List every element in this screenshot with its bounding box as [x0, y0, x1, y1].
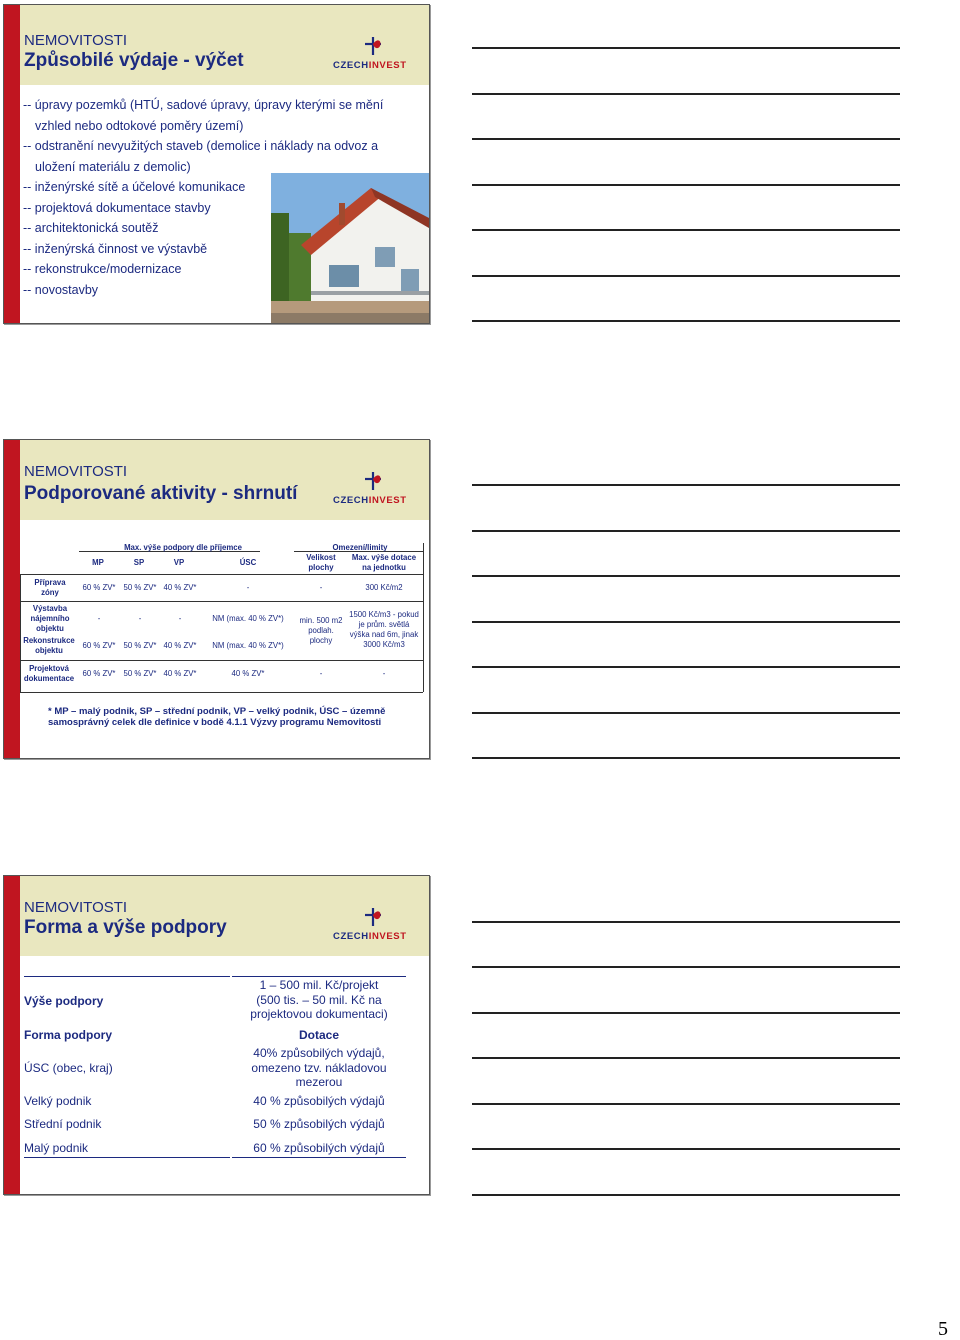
cell: - [382, 669, 386, 678]
list-item: -- inženýrské sítě a účelové komunikace [23, 180, 246, 194]
row-label-projekt: Projektová dokumentace [23, 664, 75, 683]
cell-min-floor-area: min. 500 m2 podlah. plochy [299, 616, 343, 645]
label-large-company: Velký podnik [24, 1094, 92, 1108]
col-usc: ÚSC [239, 558, 257, 567]
header-limits: Omezení/limity [332, 543, 388, 552]
label-support-amount: Výše podpory [24, 994, 104, 1008]
cell: - [97, 614, 101, 623]
row-label-vystavba: Výstavba nájemního objektu [30, 604, 70, 633]
logo-wordmark: CZECHINVEST [333, 60, 407, 71]
cell: 50 % ZV* [123, 583, 157, 592]
accent-stripe [4, 440, 20, 758]
cell-max-subsidy-volume: 1500 Kč/m3 - pokud je prům. světlá výška nad 6m, jinak 3000 Kč/m3 [349, 610, 419, 649]
accent-stripe [4, 876, 20, 1194]
slide-1 [3, 4, 430, 324]
cell: 60 % ZV* [82, 583, 116, 592]
cell: - [319, 583, 323, 592]
cell: 300 Kč/m2 [365, 583, 403, 592]
cell: - [138, 614, 142, 623]
label-support-form: Forma podpory [24, 1028, 113, 1042]
slide-title: Podporované aktivity - shrnutí [24, 483, 298, 504]
list-item: -- inženýrská činnost ve výstavbě [23, 241, 208, 256]
slide-subtitle: NEMOVITOSTI [24, 899, 128, 916]
slide-title: Způsobilé výdaje - výčet [24, 50, 244, 71]
cell: 40 % ZV* [163, 583, 197, 592]
list-item: -- novostavby [23, 282, 99, 297]
value-usc: 40% způsobilých výdajů, omezeno tzv. nákladovou mezerou [251, 1046, 387, 1089]
cell: 50 % ZV* [123, 669, 157, 678]
czechinvest-logo [333, 470, 415, 506]
logo-wordmark: CZECHINVEST [333, 495, 407, 506]
slide-subtitle: NEMOVITOSTI [24, 32, 128, 49]
czechinvest-logo-mark [361, 906, 385, 928]
czechinvest-logo-mark [361, 35, 385, 57]
col-size: Velikost plochy [306, 553, 336, 572]
cell: NM (max. 40 % ZV*) [212, 641, 284, 650]
czechinvest-logo [333, 906, 415, 942]
cell: 50 % ZV* [123, 641, 157, 650]
col-sp: SP [133, 558, 145, 567]
header-max-support: Max. výše podpory dle příjemce [124, 543, 242, 552]
page-number: 5 [938, 1318, 948, 1340]
label-usc: ÚSC (obec, kraj) [24, 1061, 113, 1075]
col-max-subsidy: Max. výše dotace na jednotku [351, 553, 417, 572]
list-item: -- úpravy pozemků (HTÚ, sadové úpravy, úpravy kterými se mění vzhled nebo odtokové poměry území) [23, 98, 384, 133]
value-small-company: 60 % způsobilých výdajů [253, 1141, 385, 1155]
cell: 60 % ZV* [82, 669, 116, 678]
label-medium-company: Střední podnik [24, 1117, 102, 1131]
cell: NM (max. 40 % ZV*) [212, 614, 284, 623]
cell: 40 % ZV* [231, 669, 265, 678]
col-vp: VP [173, 558, 185, 567]
list-item: -- architektonická soutěž [23, 221, 159, 235]
cell: 60 % ZV* [82, 641, 116, 650]
slide-subtitle: NEMOVITOSTI [24, 463, 128, 480]
value-medium-company: 50 % způsobilých výdajů [253, 1117, 385, 1131]
accent-stripe [4, 5, 20, 323]
value-support-form: Dotace [298, 1028, 339, 1042]
czechinvest-logo [333, 35, 415, 71]
czechinvest-logo-mark [361, 470, 385, 492]
cell: 40 % ZV* [163, 669, 197, 678]
value-support-amount: 1 – 500 mil. Kč/projekt (500 tis. – 50 mil. Kč na projektovou dokumentaci) [250, 978, 388, 1021]
building-photo [271, 173, 429, 323]
row-label-rekonstrukce: Rekonstrukce objektu [23, 636, 75, 655]
label-small-company: Malý podnik [24, 1141, 89, 1155]
list-item: -- rekonstrukce/modernizace [23, 262, 182, 276]
slide-title: Forma a výše podpory [24, 917, 227, 938]
cell: - [178, 614, 182, 623]
list-item: -- projektová dokumentace stavby [23, 200, 211, 215]
list-item: -- odstranění nevyužitých staveb (demolice i náklady na odvoz a uložení materiálu z demolic) [23, 139, 379, 174]
cell: - [246, 583, 250, 592]
col-mp: MP [92, 558, 104, 567]
cell: - [319, 669, 323, 678]
cell: 40 % ZV* [163, 641, 197, 650]
value-large-company: 40 % způsobilých výdajů [253, 1094, 385, 1108]
logo-wordmark: CZECHINVEST [333, 931, 407, 942]
row-label-priprava: Příprava zóny [34, 578, 66, 597]
table-footnote: * MP – malý podnik, SP – střední podnik, VP – velký podnik, ÚSC – územně samosprávný celek dle definice v bodě 4.1.1 Výzvy programu Nemovitosti [48, 706, 386, 728]
